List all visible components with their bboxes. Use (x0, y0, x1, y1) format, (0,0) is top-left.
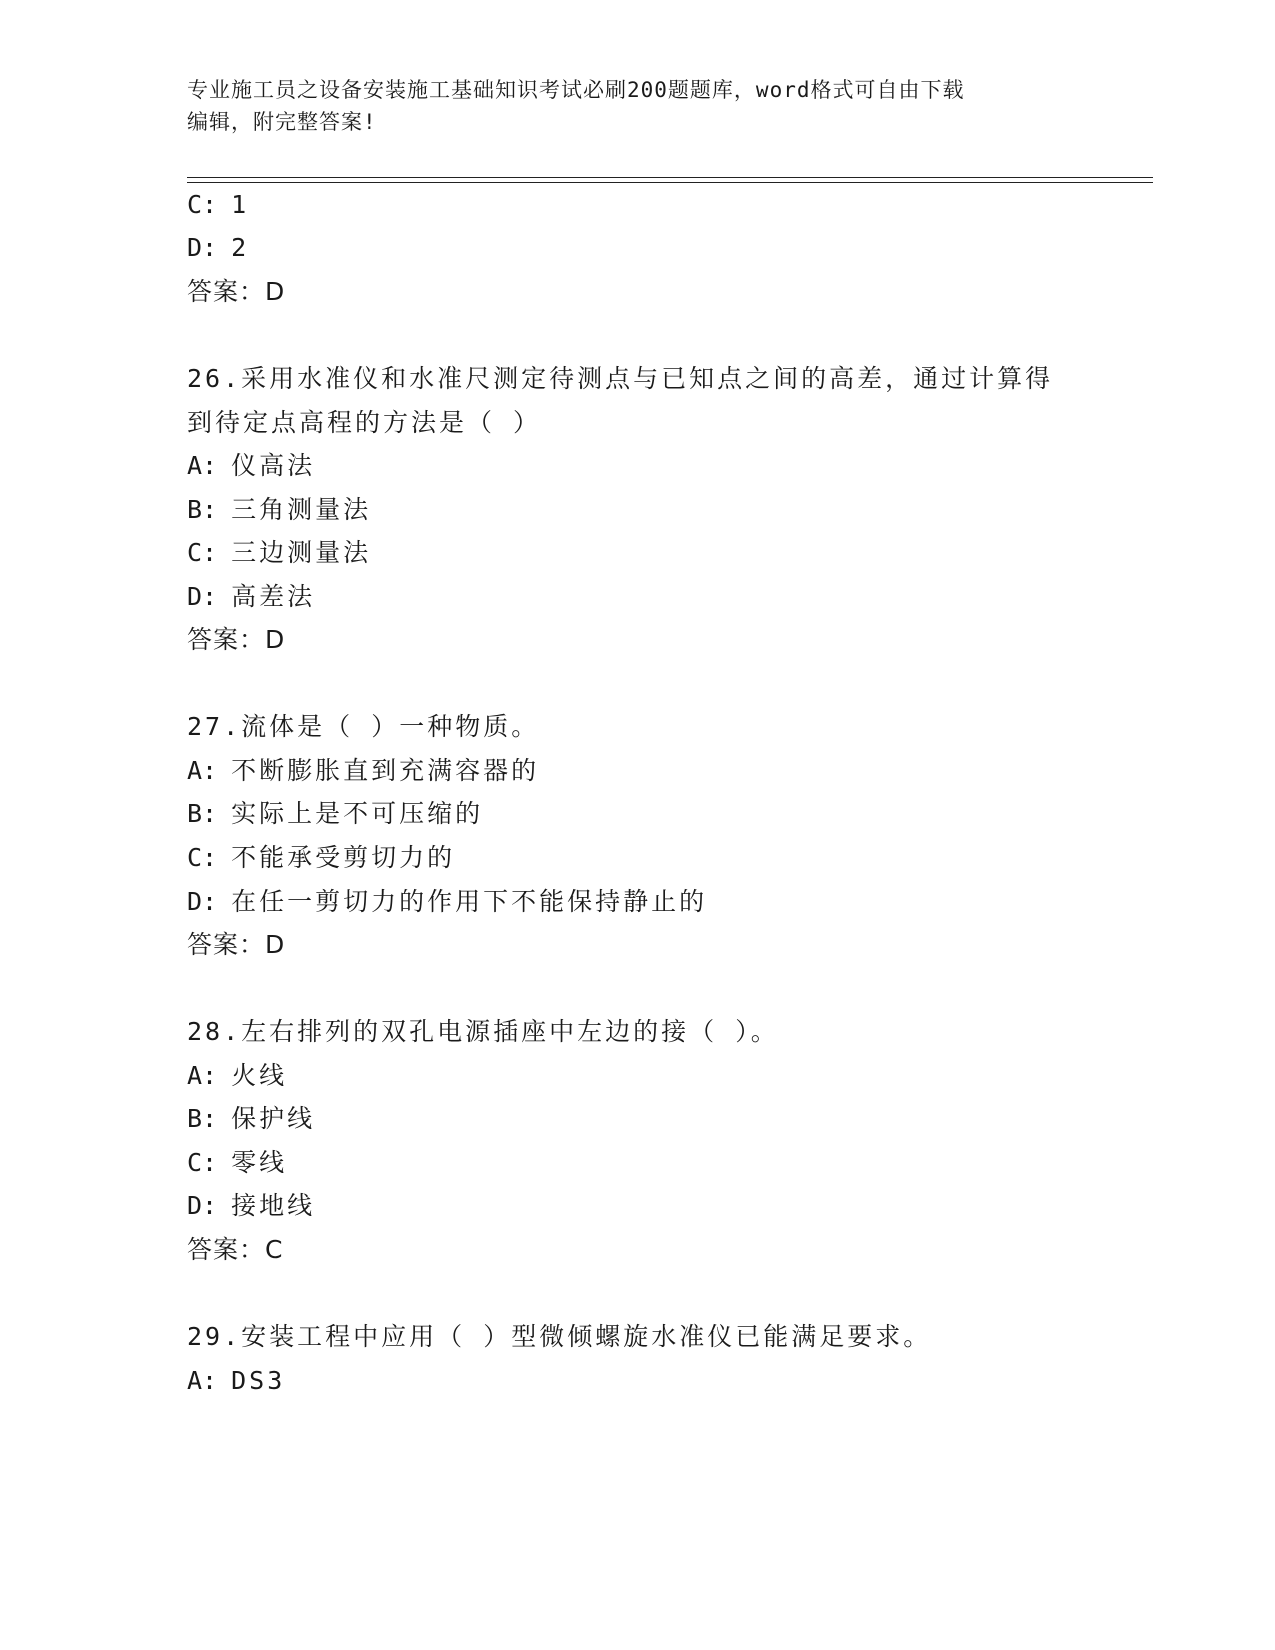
option-text: DS3 (231, 1366, 286, 1395)
option-label: D: (187, 1191, 218, 1220)
option-text: 仪高法 (231, 451, 316, 480)
option-text: 高差法 (231, 582, 316, 611)
header-divider-top (187, 177, 1153, 178)
option-text: 保护线 (231, 1104, 316, 1133)
question-26-option-a (187, 451, 315, 481)
option-label: D: (187, 582, 218, 611)
document-header (187, 74, 1107, 138)
question-28-answer: 答案：C (187, 1235, 284, 1264)
option-label: D: (187, 233, 218, 262)
option-label: D: (187, 887, 218, 916)
question-26-stem-line-1: 26.采用水准仪和水准尺测定待测点与已知点之间的高差，通过计算得 (187, 364, 1054, 393)
question-29-stem: 29.安装工程中应用（ ）型微倾螺旋水准仪已能满足要求。 (187, 1322, 932, 1351)
question-28-option-d (187, 1191, 315, 1221)
option-text: 接地线 (231, 1191, 316, 1220)
option-label: C: (187, 538, 218, 567)
header-line-2: 编辑，附完整答案! (187, 110, 377, 134)
question-26-option-c (187, 538, 371, 568)
option-label: B: (187, 799, 218, 828)
header-line-1: 专业施工员之设备安装施工基础知识考试必刷200题题库，word格式可自由下载 (187, 78, 965, 102)
option-text: 不断膨胀直到充满容器的 (231, 756, 540, 785)
question-27-stem: 27.流体是（ ）一种物质。 (187, 712, 540, 741)
question-26-option-b (187, 495, 371, 525)
option-text: 零线 (231, 1148, 288, 1177)
option-text: 在任一剪切力的作用下不能保持静止的 (231, 887, 708, 916)
option-text: 火线 (231, 1061, 288, 1090)
question-27-option-c (187, 843, 455, 873)
question-27-option-b (187, 799, 483, 829)
option-d (187, 233, 249, 263)
option-text: 不能承受剪切力的 (231, 843, 456, 872)
option-label: A: (187, 451, 218, 480)
header-divider-bottom (187, 182, 1153, 183)
option-label: C: (187, 1148, 218, 1177)
option-text: 1 (231, 190, 250, 219)
option-text: 实际上是不可压缩的 (231, 799, 484, 828)
option-text: 三角测量法 (231, 495, 372, 524)
question-27-answer: 答案：D (187, 930, 286, 959)
question-28-option-a (187, 1061, 287, 1091)
question-26-option-d (187, 582, 315, 612)
option-label: B: (187, 495, 218, 524)
option-label: A: (187, 1366, 218, 1395)
option-label: A: (187, 1061, 218, 1090)
question-26-answer: 答案：D (187, 625, 286, 654)
option-c (187, 190, 249, 220)
answer-line: 答案：D (187, 277, 286, 306)
option-label: A: (187, 756, 218, 785)
option-text: 2 (231, 233, 250, 262)
option-label: B: (187, 1104, 218, 1133)
question-28-option-c (187, 1148, 287, 1178)
question-28-stem: 28.左右排列的双孔电源插座中左边的接（ ）。 (187, 1017, 779, 1046)
question-28-option-b (187, 1104, 315, 1134)
question-29-option-a (187, 1366, 285, 1396)
question-27-option-d (187, 887, 707, 917)
question-26-stem-line-2: 到待定点高程的方法是（ ） (187, 408, 542, 437)
option-label: C: (187, 190, 218, 219)
option-label: C: (187, 843, 218, 872)
option-text: 三边测量法 (231, 538, 372, 567)
question-27-option-a (187, 756, 539, 786)
